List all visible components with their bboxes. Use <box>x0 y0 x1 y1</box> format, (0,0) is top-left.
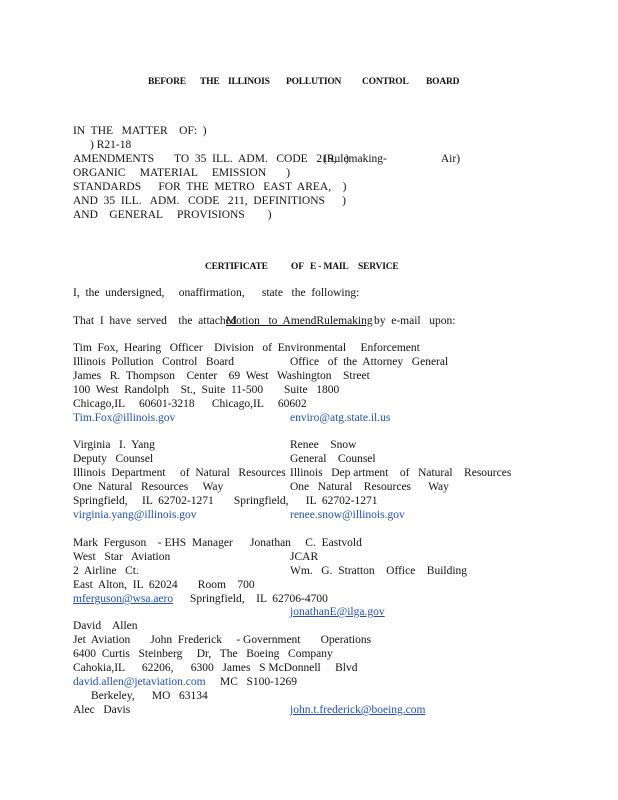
recipient-line: Deputy Counsel <box>73 453 154 465</box>
email-link-virginia-yang[interactable]: virginia.yang@illinois.gov <box>73 509 197 521</box>
recipient-line: Tim Fox, Hearing Officer Division of Environmental Enforcement <box>73 342 420 354</box>
recipient-line: Berkeley, MO 63134 <box>91 690 208 702</box>
certificate-title-word-3: E - MAIL <box>310 262 349 272</box>
caption-line-6: AND 35 ILL. ADM. CODE 211, DEFINITIONS ) <box>73 195 347 207</box>
recipient-line: Wm. G. Stratton Office Building <box>290 565 468 577</box>
served-statement-suffix: by e-mail upon: <box>374 315 456 327</box>
header-word-pollution: POLLUTION <box>286 77 342 87</box>
recipient-line: 6400 Curtis Steinberg Dr, The Boeing Company <box>73 648 333 660</box>
recipient-line: General Counsel <box>290 453 376 465</box>
served-statement-prefix: That I have served the attached <box>73 315 237 327</box>
recipient-line: Springfield, IL 62706-4700 <box>190 593 328 605</box>
caption-docket-number: ) R21-18 <box>90 139 132 151</box>
header-word-board: BOARD <box>426 77 460 87</box>
caption-line-3: AMENDMENTS TO 35 ILL. ADM. CODE 219, ) <box>73 153 349 165</box>
recipient-line: David Allen <box>73 620 138 632</box>
recipient-line: Office of the Attorney General <box>290 356 449 368</box>
recipient-line: Mark Ferguson - EHS Manager Jonathan C. Eastvold <box>73 537 362 549</box>
email-link-jonathan-eastvold[interactable]: jonathanE@ilga.gov <box>290 606 385 618</box>
affirmation-statement: I, the undersigned, onaffirmation, state the following: <box>73 287 360 299</box>
recipient-line: West Star Aviation <box>73 551 171 563</box>
recipient-line: Illinois Pollution Control Board <box>73 356 235 368</box>
recipient-line: Springfield, IL 62702-1271 Springfield, IL 62702-1271 <box>73 495 378 507</box>
recipient-line: Jet Aviation John Frederick - Government Operations <box>73 634 372 646</box>
email-link-renee-snow[interactable]: renee.snow@illinois.gov <box>290 509 405 521</box>
recipient-line: Illinois Dep artment of Natural Resources <box>290 467 512 479</box>
email-link-tim-fox[interactable]: Tim.Fox@illinois.gov <box>73 412 176 424</box>
recipient-line: Illinois Department of Natural Resources <box>73 467 286 479</box>
recipient-line: Renee Snow <box>290 439 357 451</box>
recipient-line: One Natural Resources Way <box>73 481 224 493</box>
caption-line-7: AND GENERAL PROVISIONS ) <box>73 209 272 221</box>
header-word-the: THE <box>200 77 220 87</box>
recipient-line: 100 West Randolph St., Suite 11-500 <box>73 384 264 396</box>
header-word-control: CONTROL <box>362 77 409 87</box>
certificate-title-word-2: OF <box>291 262 304 272</box>
certificate-title-word-1: CERTIFICATE <box>205 262 268 272</box>
email-link-enviro[interactable]: enviro@atg.state.il.us <box>290 412 391 424</box>
recipient-line: Alec Davis <box>73 704 131 716</box>
recipient-line: Suite 1800 <box>284 384 340 396</box>
recipient-line: MC S100-1269 <box>220 676 297 688</box>
recipient-line: East Alton, IL 62024 Room 700 <box>73 579 255 591</box>
caption-line-5: STANDARDS FOR THE METRO EAST AREA, ) <box>73 181 347 193</box>
recipient-line: JCAR <box>290 551 319 563</box>
recipient-line: 2 Airline Ct. <box>73 565 139 577</box>
email-link-david-allen[interactable]: david.allen@jetaviation.com <box>73 676 206 688</box>
served-document-title: Motion to AmendRulemaking <box>226 315 373 327</box>
recipient-line: Virginia I. Yang <box>73 439 155 451</box>
certificate-title-word-4: SERVICE <box>358 262 399 272</box>
recipient-line: One Natural Resources Way <box>290 481 449 493</box>
recipient-line: James R. Thompson Center 69 West Washington Street <box>73 370 370 382</box>
caption-line-4: ORGANIC MATERIAL EMISSION ) <box>73 167 291 179</box>
email-link-john-frederick[interactable]: john.t.frederick@boeing.com <box>290 704 426 716</box>
email-link-mferguson[interactable]: mferguson@wsa.aero <box>73 593 174 605</box>
header-word-before: BEFORE <box>148 77 186 87</box>
header-word-illinois: ILLINOIS <box>228 77 270 87</box>
caption-rulemaking-type: (Rulemaking- Air) <box>323 153 461 165</box>
recipient-line: Cahokia,IL 62206, 6300 James S McDonnell Blvd <box>73 662 358 674</box>
recipient-line: Chicago,IL 60601-3218 Chicago,IL 60602 <box>73 398 307 410</box>
caption-line-1: IN THE MATTER OF: ) <box>73 125 207 137</box>
